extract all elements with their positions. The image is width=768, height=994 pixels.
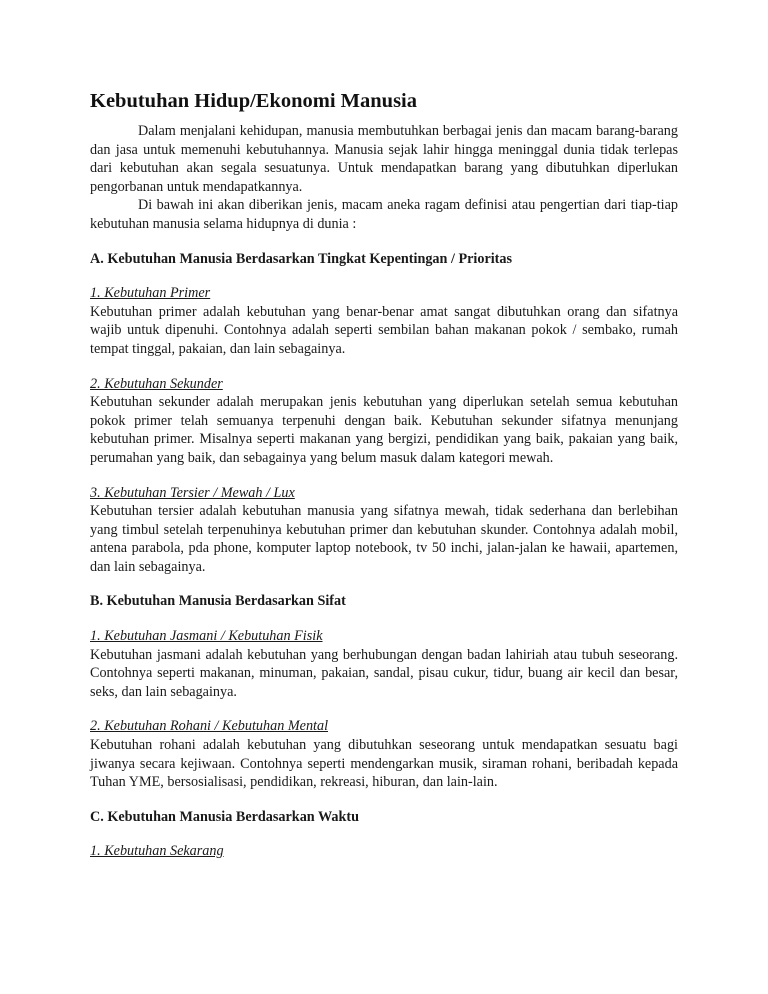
item-title: 2. Kebutuhan Rohani / Kebutuhan Mental [90, 718, 329, 735]
section-heading-c: C. Kebutuhan Manusia Berdasarkan Waktu [90, 808, 359, 825]
page-title: Kebutuhan Hidup/Ekonomi Manusia [90, 90, 417, 112]
item-kebutuhan-jasmani [90, 627, 678, 701]
item-kebutuhan-rohani [90, 717, 678, 791]
intro-paragraph: Di bawah ini akan diberikan jenis, macam aneka ragam definisi atau pengertian dari tiap-tiap kebutuhan manusia selama hidupnya di dunia : [90, 197, 678, 232]
item-title: 2. Kebutuhan Sekunder [90, 375, 223, 392]
item-text: Kebutuhan rohani adalah kebutuhan yang dibutuhkan seseorang untuk mendapatkan sesuatu bagi jiwanya secara kejiwaan. Contohnya seperti mendengarkan musik, siraman rohani, beribadah kepada Tuhan YME, bersosialisasi, pendidikan, rekreasi, hiburan, dan lain-lain. [90, 737, 678, 791]
intro-paragraph: Dalam menjalani kehidupan, manusia membutuhkan berbagai jenis dan macam barang-barang dan jasa untuk memenuhi kebutuhannya. Manusia sejak lahir hingga meninggal dunia tidak terlepas dari kebutuhan akan segala sesuatunya. Untuk mendapatkan barang yang dibutuhkan diperlukan pengorbanan untuk mendapatkannya. [90, 123, 678, 195]
item-title: 1. Kebutuhan Jasmani / Kebutuhan Fisik [90, 628, 323, 645]
item-kebutuhan-sekunder [90, 375, 678, 468]
item-title: 1. Kebutuhan Sekarang [90, 843, 224, 860]
item-title: 3. Kebutuhan Tersier / Mewah / Lux [90, 484, 295, 501]
item-text: Kebutuhan tersier adalah kebutuhan manusia yang sifatnya mewah, tidak sederhana dan berlebihan yang timbul setelah terpenuhinya kebutuhan primer dan kebutuhan skunder. Contohnya adalah mobil, antena parabola, pda phone, komputer laptop notebook, tv 50 inchi, jalan-jalan ke hawaii, apartemen, dan lain sebagainya. [90, 503, 678, 575]
item-kebutuhan-sekarang [90, 842, 678, 861]
item-text: Kebutuhan primer adalah kebutuhan yang benar-benar amat sangat dibutuhkan orang dan sifatnya wajib untuk dipenuhi. Contohnya adalah seperti sembilan bahan makanan pokok / sembako, rumah tempat tinggal, pakaian, dan lain sebagainya. [90, 303, 678, 357]
item-kebutuhan-tersier [90, 484, 678, 577]
item-title: 1. Kebutuhan Primer [90, 285, 211, 302]
section-heading-a: A. Kebutuhan Manusia Berdasarkan Tingkat Kepentingan / Prioritas [90, 250, 513, 267]
document-page [90, 88, 678, 861]
item-text: Kebutuhan jasmani adalah kebutuhan yang berhubungan dengan badan lahiriah atau tubuh seseorang. Contohnya seperti makanan, minuman, pakaian, sandal, pisau cukur, tidur, buang air kecil dan besar, seks, dan lain sebagainya. [90, 646, 678, 700]
intro [90, 122, 678, 234]
section-heading-b: B. Kebutuhan Manusia Berdasarkan Sifat [90, 593, 346, 610]
item-text: Kebutuhan sekunder adalah merupakan jenis kebutuhan yang diperlukan setelah semua kebutuhan pokok primer telah semuanya terpenuhi dengan baik. Kebutuhan sekunder sifatnya menunjang kebutuhan primer. Misalnya seperti makanan yang bergizi, pendidikan yang baik, pakaian yang baik, perumahan yang baik, dan sebagainya yang belum masuk dalam kategori mewah. [90, 394, 678, 466]
item-kebutuhan-primer [90, 284, 678, 358]
